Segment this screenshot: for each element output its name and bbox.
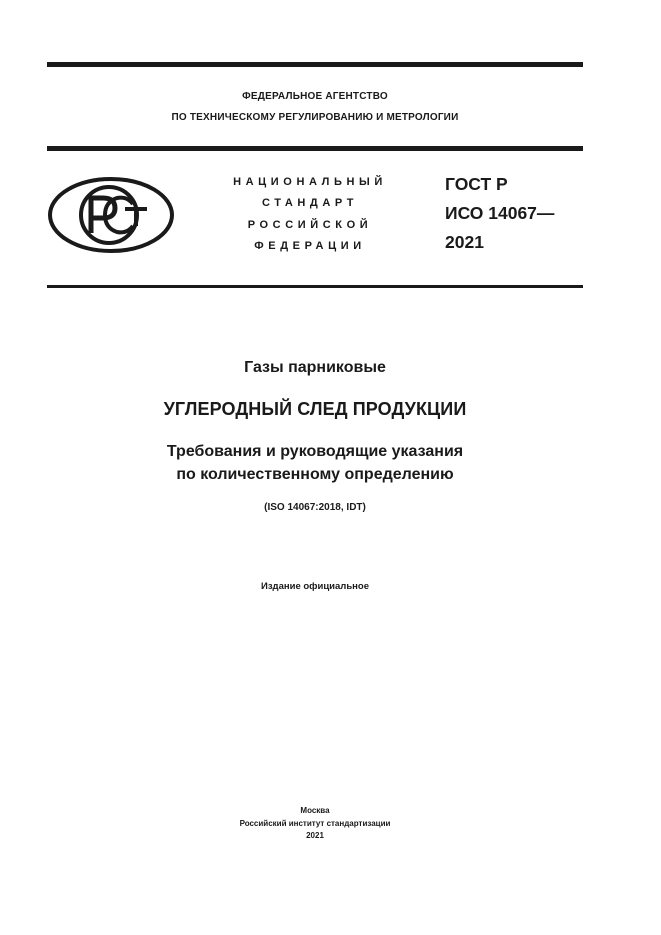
gost-designation [445, 170, 554, 257]
rst-logo-icon [47, 176, 175, 254]
title-line-3b: по количественному определению [176, 466, 454, 483]
iso-reference: (ISO 14067:2018, IDT) [264, 502, 366, 513]
publisher-city: Москва [300, 806, 330, 815]
title-line-1: Газы парниковые [244, 359, 386, 376]
top-rule [47, 62, 583, 67]
gost-line-3: 2021 [445, 232, 484, 252]
publisher-block [47, 805, 583, 843]
publisher-year: 2021 [306, 831, 324, 840]
national-standard-label [210, 172, 410, 257]
agency-line-2: ПО ТЕХНИЧЕСКОМУ РЕГУЛИРОВАНИЮ И МЕТРОЛОГИИ [171, 112, 459, 123]
national-line-2: СТАНДАРТ [261, 197, 359, 210]
block-rule [47, 285, 583, 288]
national-line-1: НАЦИОНАЛЬНЫЙ [233, 176, 387, 188]
national-line-4: ФЕДЕРАЦИИ [254, 239, 366, 252]
title-line-2: УГЛЕРОДНЫЙ СЛЕД ПРОДУКЦИИ [163, 399, 467, 419]
edition-label: Издание официальное [261, 581, 369, 592]
national-line-3: РОССИЙСКОЙ [247, 218, 373, 231]
publisher-institute: Российский институт стандартизации [239, 818, 391, 828]
title-line-3 [47, 440, 583, 486]
header-rule [47, 146, 583, 151]
agency-line-1: ФЕДЕРАЛЬНОЕ АГЕНТСТВО [242, 91, 388, 102]
title-line-3a: Требования и руководящие указания [166, 443, 464, 460]
gost-line-1: ГОСТ Р [445, 174, 508, 194]
gost-line-2: ИСО 14067— [445, 203, 555, 223]
